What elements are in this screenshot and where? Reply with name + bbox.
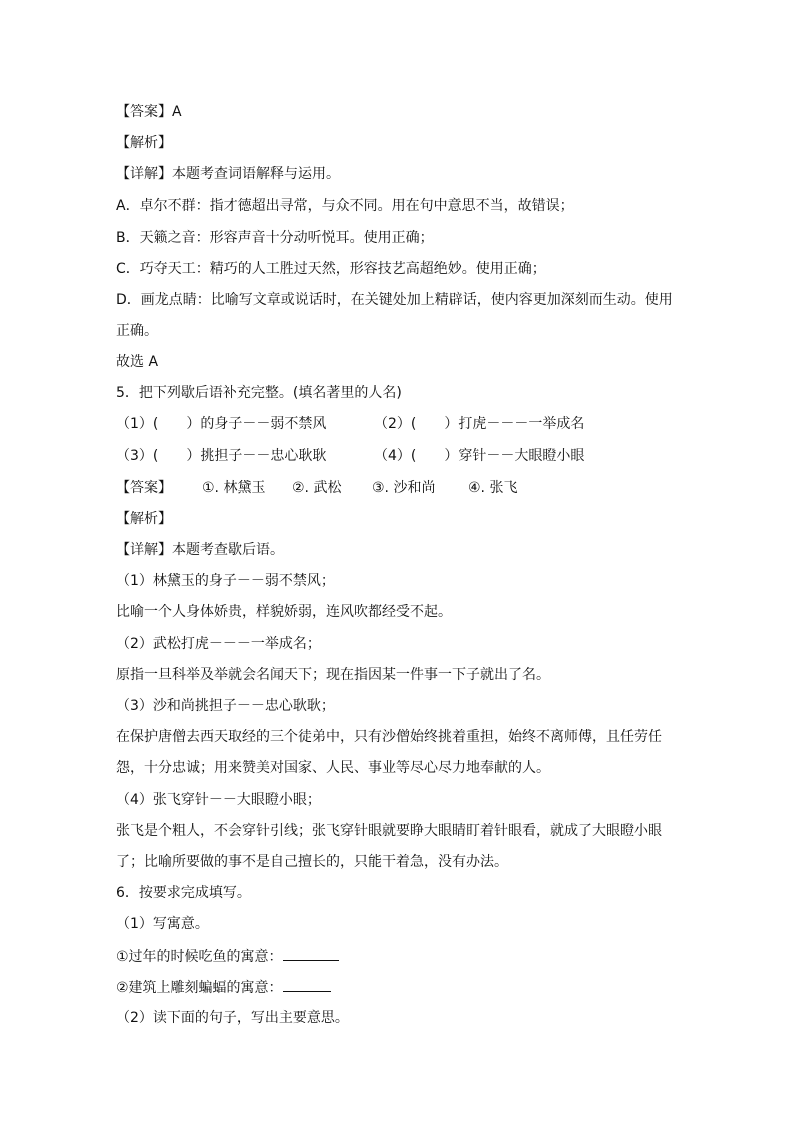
question-5-title: 5．把下列歇后语补充完整。(填名著里的人名): [116, 385, 402, 401]
selection-line: 故选 A: [116, 354, 159, 370]
question-5-item-2: （2）( ）打虎－－－一举成名: [374, 416, 585, 432]
question-6-item-2: [116, 977, 331, 998]
answer-blank-1[interactable]: [283, 946, 339, 961]
question-6-title: 6．按要求完成填写。: [116, 885, 251, 901]
answer-label: 【答案】: [116, 480, 172, 496]
question-6-part-2: （2）读下面的句子，写出主要意思。: [116, 1010, 349, 1026]
explanation-3-text-continued: 怨，十分忠诚；用来赞美对国家、人民、事业等尽心尽力地奉献的人。: [116, 760, 550, 776]
answer-label: 【答案】A: [116, 104, 182, 120]
explanation-4-text-continued: 了；比喻所要做的事不是自己擅长的，只能干着急，没有办法。: [116, 854, 508, 870]
question-5-item-4: （4）( ）穿针－－大眼瞪小眼: [374, 448, 585, 464]
answer-2: ②. 武松: [292, 480, 342, 496]
answer-4: ④. 张飞: [468, 480, 518, 496]
option-d: D．画龙点睛：比喻写文章或说话时，在关键处加上精辟话，使内容更加深刻而生动。使用: [116, 292, 673, 308]
option-d-continued: 正确。: [116, 323, 158, 339]
explanation-3-text: 在保护唐僧去西天取经的三个徒弟中，只有沙僧始终挑着重担，始终不离师傅，且任劳任: [116, 729, 662, 745]
question-5-row-1: [116, 414, 584, 434]
question-5-item-3: （3）( ）挑担子－－忠心耿耿: [116, 448, 327, 464]
explanation-4-text: 张飞是个粗人，不会穿针引线；张飞穿针眼就要睁大眼睛盯着针眼看，就成了大眼瞪小眼: [116, 823, 662, 839]
explanation-2-title: （2）武松打虎－－－一举成名；: [116, 636, 321, 652]
detail-intro: 【详解】本题考查词语解释与运用。: [116, 166, 340, 182]
question-5-item-1: （1）( ）的身子－－弱不禁风: [116, 416, 327, 432]
detail-intro: 【详解】本题考查歇后语。: [116, 542, 284, 558]
option-c: C．巧夺天工：精巧的人工胜过天然，形容技艺高超绝妙。使用正确；: [116, 261, 546, 277]
answer-blank-2[interactable]: [283, 977, 331, 992]
question-6-item-1-text: ①过年的时候吃鱼的寓意：: [116, 949, 283, 965]
option-a: A．卓尔不群：指才德超出寻常，与众不同。用在句中意思不当，故错误；: [116, 198, 574, 214]
option-b: B．天籁之音：形容声音十分动听悦耳。使用正确；: [116, 230, 434, 246]
explanation-1-text: 比喻一个人身体娇贵，样貌娇弱，连风吹都经受不起。: [116, 604, 452, 620]
answer-1: ①. 林黛玉: [202, 480, 266, 496]
explanation-4-title: （4）张飞穿针－－大眼瞪小眼；: [116, 792, 321, 808]
analysis-label: 【解析】: [116, 135, 172, 151]
answer-3: ③. 沙和尚: [372, 480, 436, 496]
explanation-1-title: （1）林黛玉的身子－－弱不禁风；: [116, 573, 335, 589]
question-6-part-1: （1）写寓意。: [116, 916, 209, 932]
analysis-label: 【解析】: [116, 511, 172, 527]
question-5-row-2: [116, 446, 584, 466]
question-6-item-2-text: ②建筑上雕刻蝙蝠的寓意：: [116, 980, 283, 996]
answer-line: [116, 478, 517, 498]
explanation-2-text: 原指一旦科举及举就会名闻天下；现在指因某一件事一下子就出了名。: [116, 667, 550, 683]
explanation-3-title: （3）沙和尚挑担子－－忠心耿耿；: [116, 698, 335, 714]
question-6-item-1: [116, 946, 339, 967]
